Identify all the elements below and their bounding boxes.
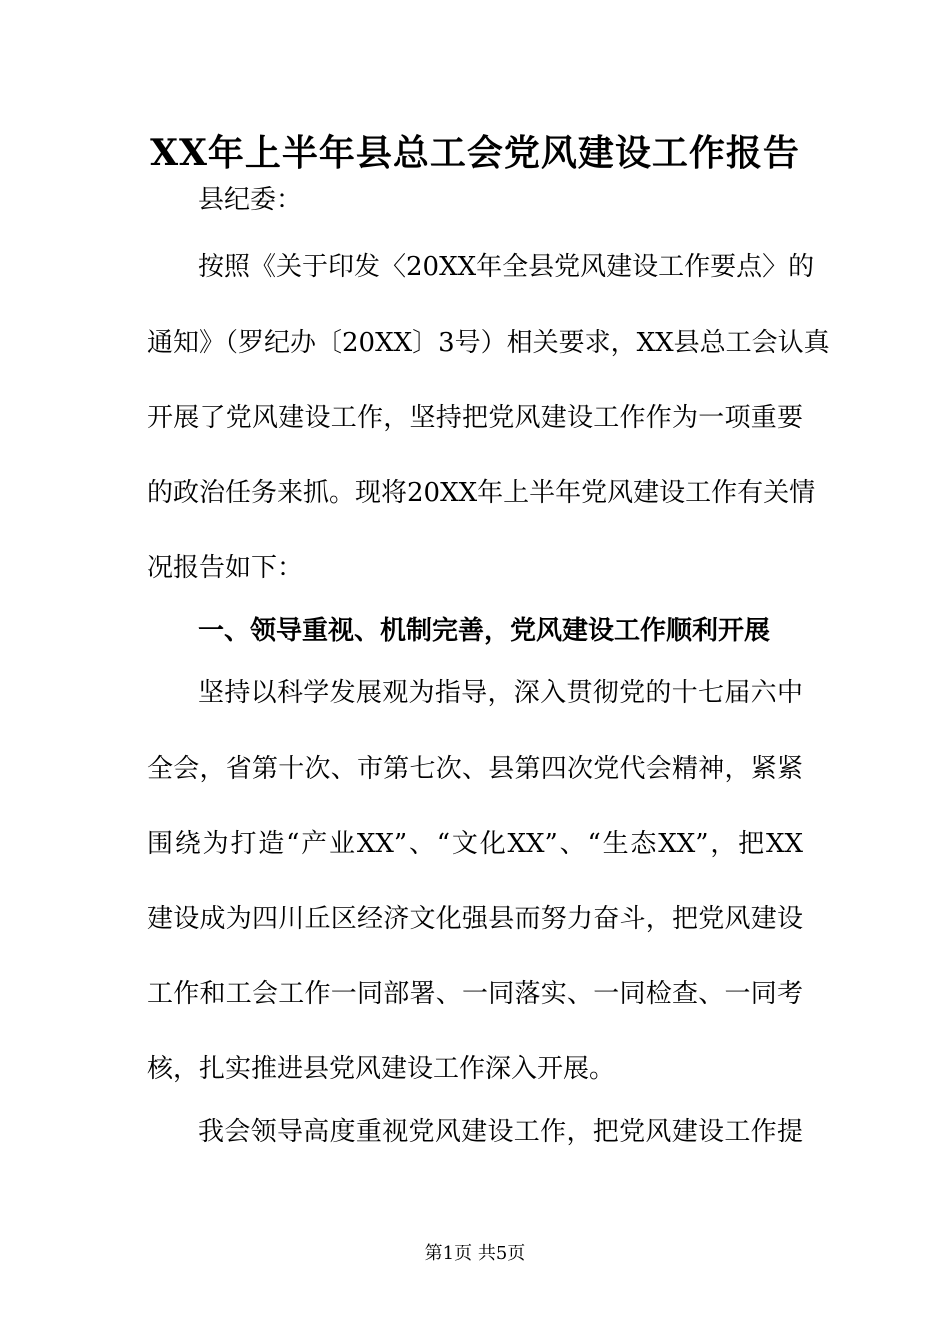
salutation: 县纪委： (198, 185, 303, 215)
page-title: XX年上半年县总工会党风建设工作报告 (150, 132, 800, 174)
paragraph-line: 况报告如下： (147, 553, 304, 583)
paragraph-line: 坚持以科学发展观为指导，深入贯彻党的十七届六中 (198, 678, 803, 708)
paragraph-line: 按照《关于印发〈20XX年全县党风建设工作要点〉的 (198, 252, 815, 282)
paragraph-line: 通知》（罗纪办〔20XX〕3号）相关要求，XX县总工会认真 (147, 328, 830, 358)
paragraph-line: 全会，省第十次、市第七次、县第四次党代会精神，紧紧 (147, 754, 803, 784)
page-number: 第1页 共5页 (424, 1243, 526, 1264)
paragraph-line: 建设成为四川丘区经济文化强县而努力奋斗，把党风建设 (147, 904, 803, 934)
paragraph-line: 开展了党风建设工作，坚持把党风建设工作作为一项重要 (147, 403, 803, 433)
section-heading: 一、领导重视、机制完善，党风建设工作顺利开展 (198, 616, 771, 646)
paragraph-line: 围绕为打造“产业XX”、“文化XX”、“生态XX”，把XX (147, 829, 803, 859)
paragraph-line: 的政治任务来抓。现将20XX年上半年党风建设工作有关情 (147, 478, 816, 508)
paragraph-line: 我会领导高度重视党风建设工作，把党风建设工作提 (198, 1117, 803, 1147)
paragraph-line: 工作和工会工作一同部署、一同落实、一同检查、一同考 (147, 979, 803, 1009)
paragraph-line: 核，扎实推进县党风建设工作深入开展。 (147, 1054, 616, 1084)
